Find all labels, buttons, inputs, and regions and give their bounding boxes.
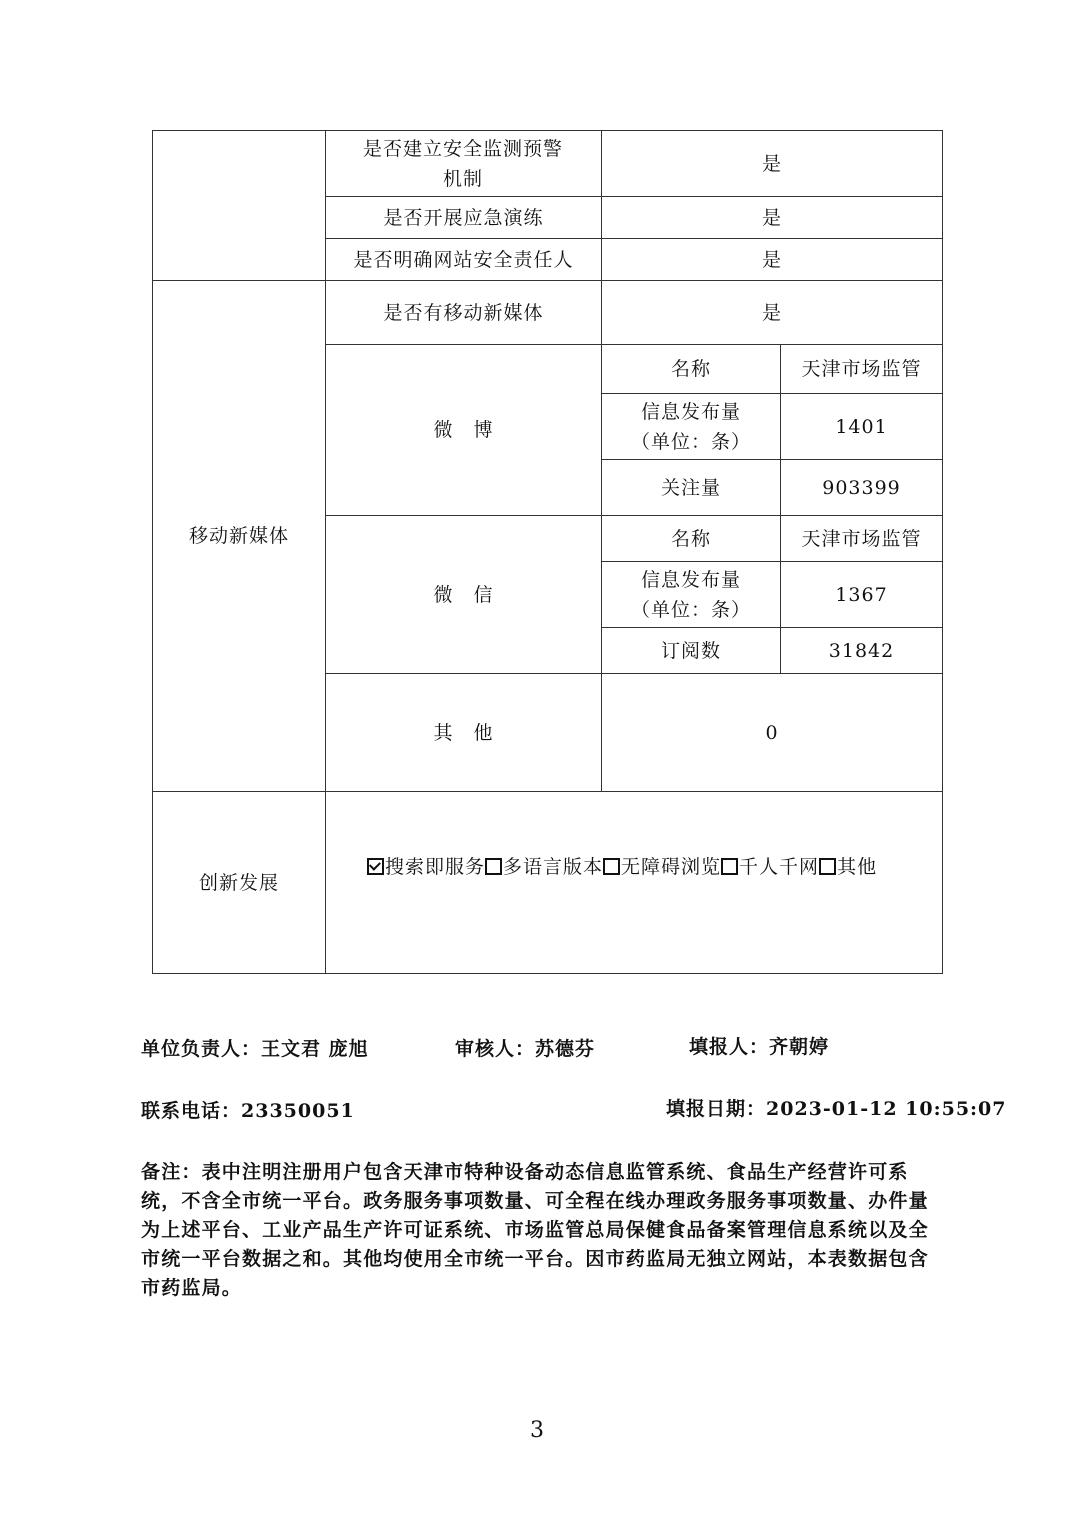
- innovation-option-label: 千人千网: [739, 856, 820, 878]
- innovation-option-label: 搜索即服务: [385, 856, 486, 878]
- wechat-subs-label: 订阅数: [660, 639, 721, 662]
- reviewer: 审核人：苏德芬: [455, 1038, 596, 1060]
- weibo-followers-value: 903399: [822, 476, 901, 499]
- wechat-posts-value: 1367: [835, 583, 888, 606]
- drill-value: 是: [761, 206, 782, 229]
- innovation-section-label: 创新发展: [198, 871, 279, 894]
- table-border-bottom: [152, 973, 943, 974]
- mobile-section-label: 移动新媒体: [188, 525, 289, 547]
- innovation-checkbox-1[interactable]: [485, 858, 502, 875]
- fill-date: 填报日期：2023-01-12 10:55:07: [666, 1098, 1007, 1120]
- weibo-label: 微 博: [433, 419, 494, 441]
- innovation-option-label: 其他: [837, 856, 878, 878]
- wechat-name-value: 天津市场监管: [801, 527, 922, 550]
- wechat-name-label: 名称: [670, 527, 711, 550]
- innovation-checkbox-0[interactable]: [367, 858, 384, 875]
- wechat-posts-label: 信息发布量 （单位：条）: [630, 568, 751, 621]
- other-value: 0: [765, 721, 779, 744]
- innovation-option-label: 多语言版本: [503, 856, 604, 878]
- officer-value: 是: [761, 248, 782, 271]
- contact-phone: 联系电话：23350051: [141, 1100, 355, 1122]
- innovation-checkbox-2[interactable]: [603, 858, 620, 875]
- remarks-note: 备注：表中注明注册用户包含天津市特种设备动态信息监管系统、食品生产经营许可系统，不含全市统一平台。政务服务事项数量、可全程在线办理政务服务事项数量、办件量为上述平台、工业产品生产许可证系统、市场监管总局保健食品备案管理信息系统以及全市统一平台数据之和。其他均使用全市统一平台。因市药监局无独立网站，本表数据包含市药监局。: [141, 1161, 929, 1299]
- innovation-options: [367, 852, 877, 882]
- page-number: 3: [530, 1418, 544, 1443]
- monitoring-label: 是否建立安全监测预警 机制: [362, 137, 563, 190]
- innovation-option-label: 无障碍浏览: [621, 856, 722, 878]
- wechat-subs-value: 31842: [828, 639, 895, 662]
- weibo-name-value: 天津市场监管: [801, 358, 922, 380]
- has-mobile-label: 是否有移动新媒体: [383, 301, 544, 324]
- monitoring-value: 是: [761, 152, 782, 175]
- weibo-name-label: 名称: [670, 358, 711, 380]
- wechat-label: 微 信: [433, 583, 494, 606]
- unit-head: 单位负责人：王文君 庞旭: [141, 1038, 369, 1060]
- has-mobile-value: 是: [761, 301, 782, 324]
- other-label: 其 他: [433, 721, 494, 744]
- innovation-checkbox-3[interactable]: [721, 858, 738, 875]
- table-border-right: [942, 130, 943, 974]
- officer-label: 是否明确网站安全责任人: [353, 248, 574, 271]
- drill-label: 是否开展应急演练: [383, 206, 544, 229]
- weibo-posts-label: 信息发布量 （单位：条）: [630, 400, 751, 453]
- weibo-posts-value: 1401: [835, 415, 888, 438]
- weibo-followers-label: 关注量: [660, 476, 721, 499]
- filler: 填报人：齐朝婷: [689, 1036, 830, 1058]
- innovation-checkbox-4[interactable]: [819, 858, 836, 875]
